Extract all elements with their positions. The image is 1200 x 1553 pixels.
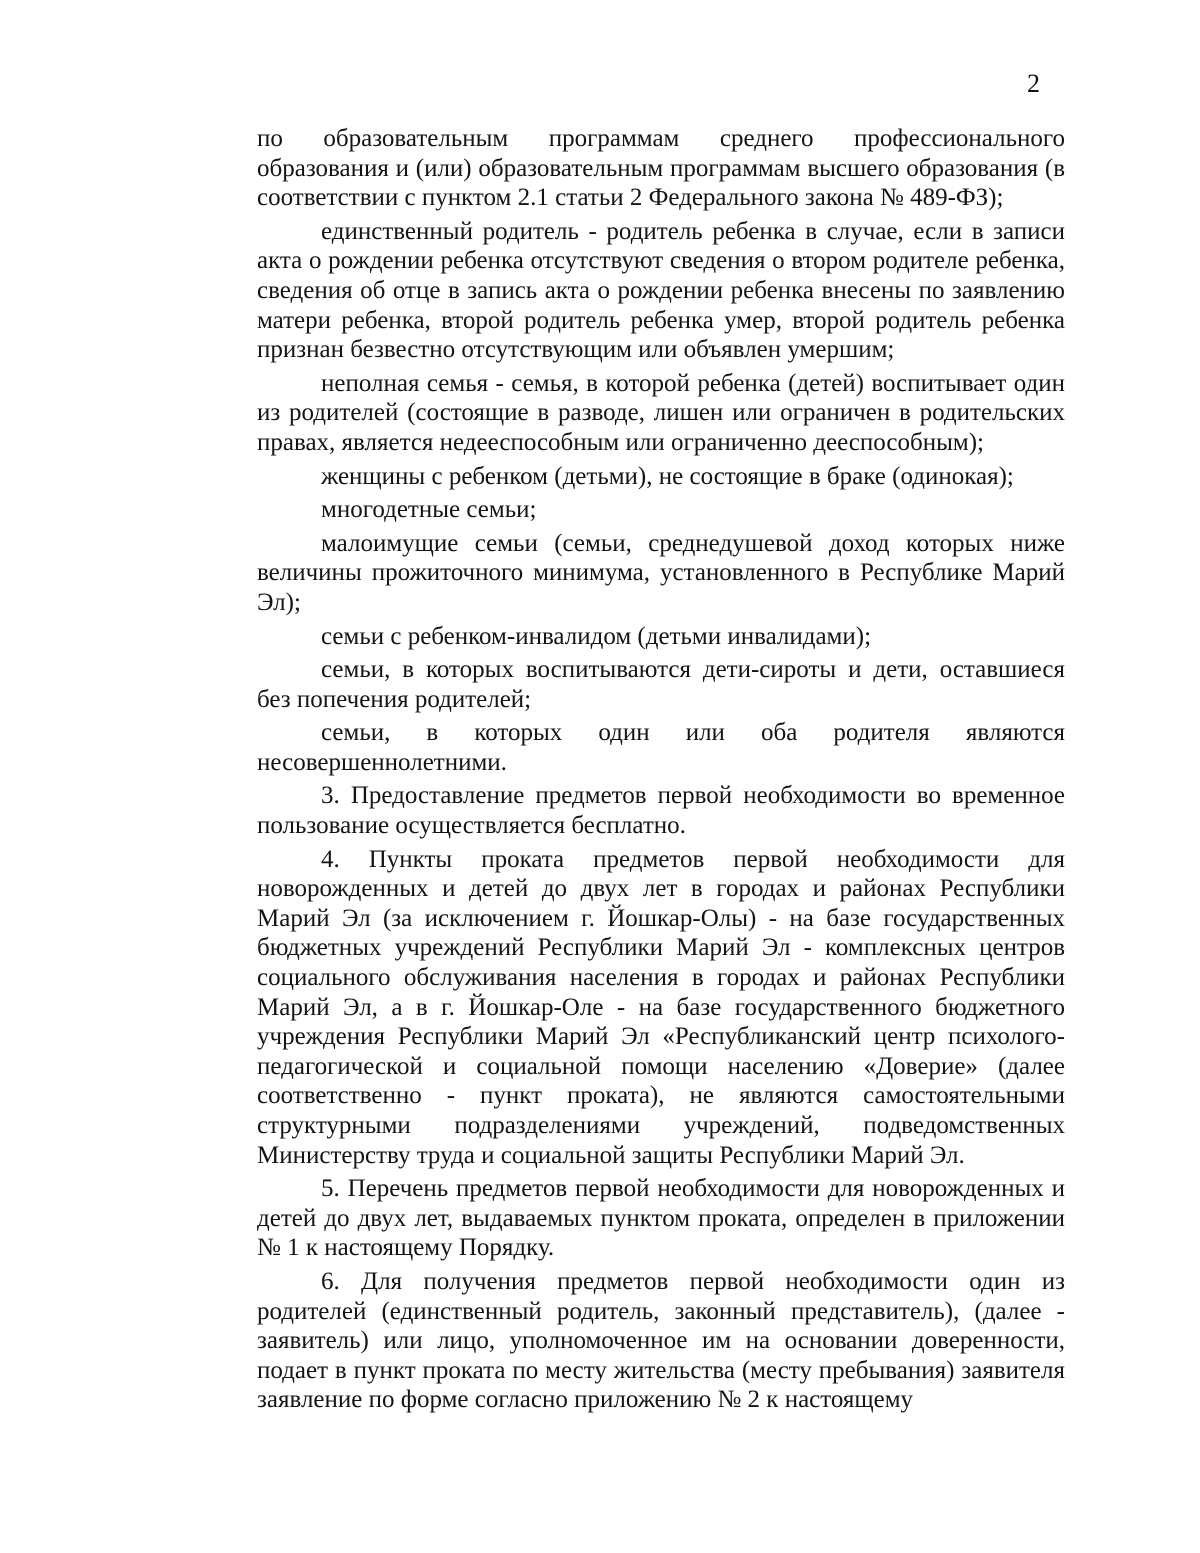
paragraph-item-3: 3. Предоставление предметов первой необходимости во временное пользование осуществляется бесплатно. — [257, 782, 1065, 840]
paragraph-education-programs: по образовательным программам среднего профессионального образования и (или) образовательным программам высшего образования (в соответствии с пунктом 2.1 статьи 2 Федерального закона № 489-ФЗ); — [257, 125, 1065, 212]
paragraph-item-4: 4. Пункты проката предметов первой необходимости для новорожденных и детей до двух лет в городах и районах Республики Марий Эл (за исключением г. Йошкар-Олы) - на базе государственных бюджетных учреждений Республики Марий Эл - комплексных центров социального обслуживания населения в городах и районах Республики Марий Эл, а в г. Йошкар-Оле - на базе государственного бюджетного учреждения Республики Марий Эл «Республиканский центр психолого-педагогической и социальной помощи населению «Доверие» (далее соответственно - пункт проката), не являются самостоятельными структурными подразделениями учреждений, подведомственных Министерству труда и социальной защиты Республики Марий Эл. — [257, 845, 1065, 1169]
paragraph-low-income-families: малоимущие семьи (семьи, среднедушевой доход которых ниже величины прожиточного минимума, установленного в Республике Марий Эл); — [257, 529, 1065, 616]
paragraph-incomplete-family: неполная семья - семья, в которой ребенка (детей) воспитывает один из родителей (состоящие в разводе, лишен или ограничен в родительских правах, является недееспособным или ограниченно дееспособным); — [257, 369, 1065, 456]
paragraph-disabled-child-families: семьи с ребенком-инвалидом (детьми инвалидами); — [321, 622, 872, 650]
paragraph-large-families: многодетные семьи; — [321, 496, 537, 524]
paragraph-item-6: 6. Для получения предметов первой необходимости один из родителей (единственный родитель, законный представитель), (далее - заявитель) или лицо, уполномоченное им на основании доверенности, подает в пункт проката по месту жительства (месту пребывания) заявителя заявление по форме согласно приложению № 2 к настоящему — [257, 1267, 1065, 1414]
paragraph-single-women: женщины с ребенком (детьми), не состоящие в браке (одинокая); — [321, 462, 1014, 490]
paragraph-single-parent: единственный родитель - родитель ребенка в случае, если в записи акта о рождении ребенка отсутствуют сведения о втором родителе ребенка, сведения об отце в запись акта о рождении ребенка внесены по заявлению матери ребенка, второй родитель ребенка умер, второй родитель ребенка признан безвестно отсутствующим или объявлен умершим; — [257, 217, 1065, 364]
document-body — [257, 124, 1065, 1419]
paragraph-orphan-families: семьи, в которых воспитываются дети-сироты и дети, оставшиеся без попечения родителей; — [257, 656, 1065, 713]
page-number: 2 — [1027, 69, 1040, 98]
paragraph-item-5: 5. Перечень предметов первой необходимости для новорожденных и детей до двух лет, выдаваемых пунктом проката, определен в приложении № 1 к настоящему Порядку. — [257, 1175, 1065, 1262]
paragraph-minor-parents: семьи, в которых один или оба родителя являются несовершеннолетними. — [257, 719, 1065, 776]
